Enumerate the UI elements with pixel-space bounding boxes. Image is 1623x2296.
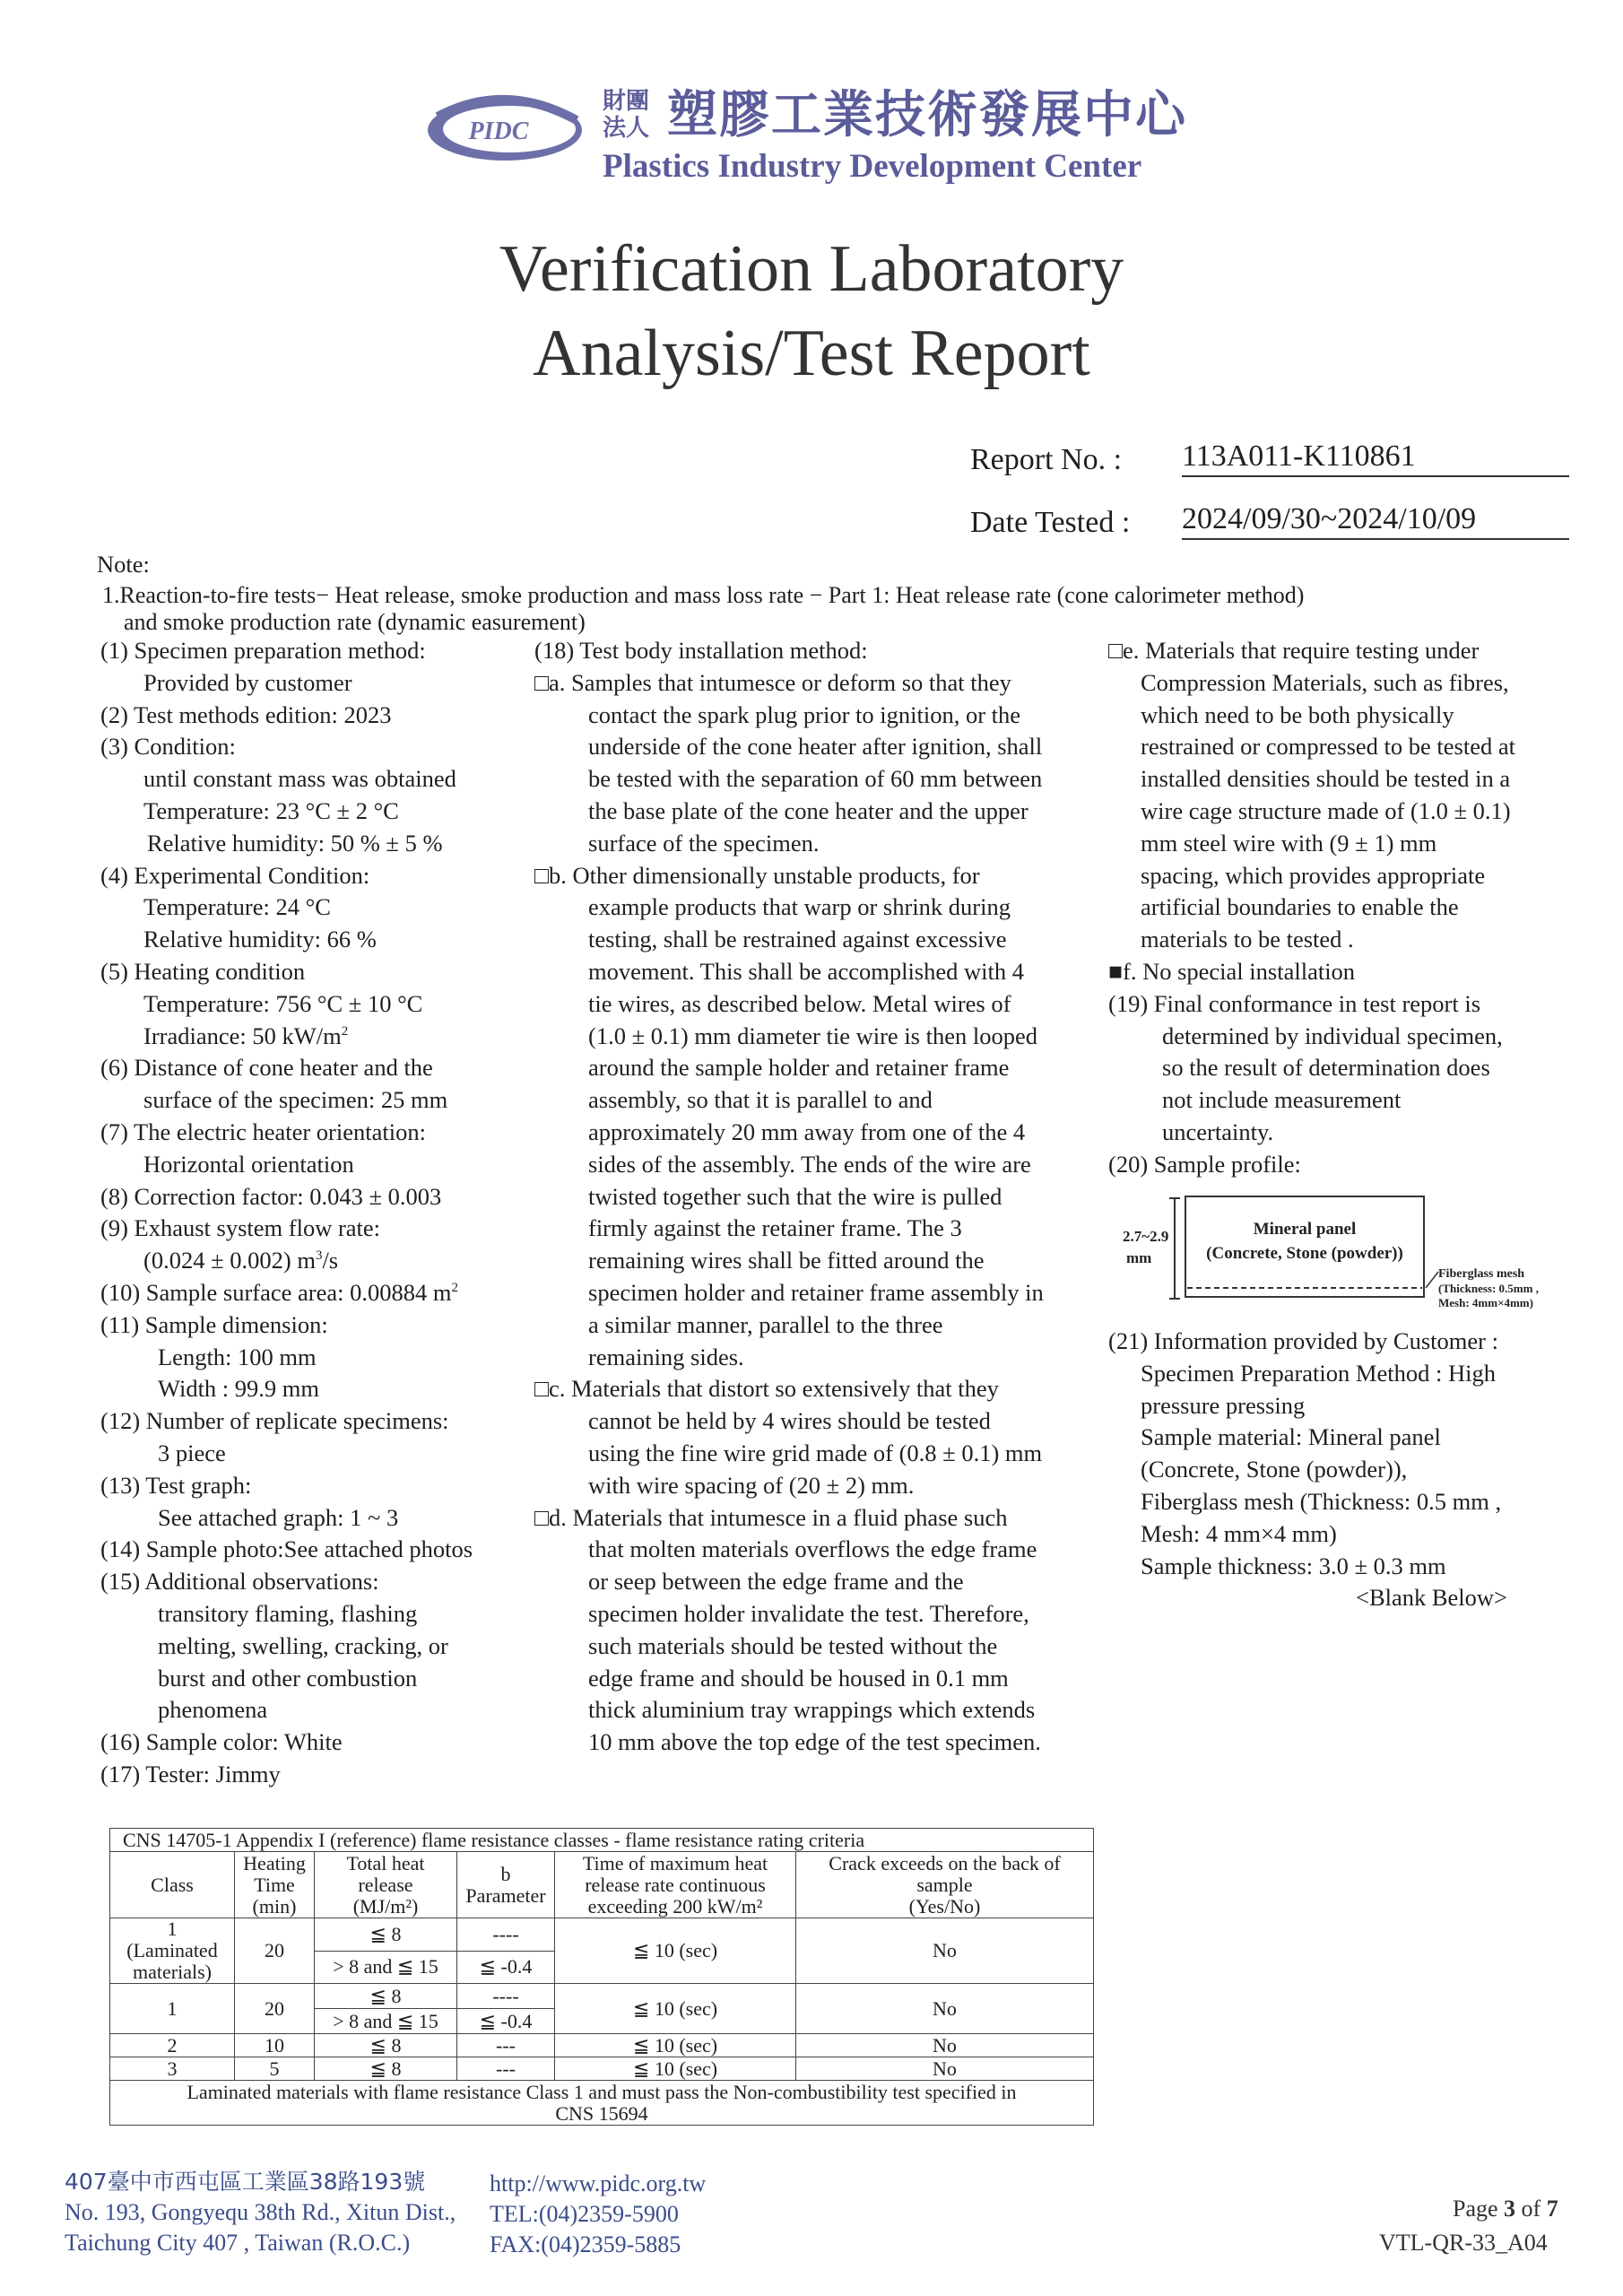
left-line: until constant mass was obtained — [143, 765, 456, 793]
cell-class: 3 — [110, 2057, 235, 2081]
info-line: (Concrete, Stone (powder)), — [1141, 1456, 1408, 1483]
right-line: installed densities should be tested in a — [1141, 765, 1511, 793]
left-line: (16) Sample color: White — [100, 1728, 343, 1756]
cell-b: --- — [457, 2034, 555, 2057]
col-b-parameter: b Parameter — [457, 1852, 555, 1918]
mid-line: assembly, so that it is parallel to and — [588, 1086, 933, 1114]
right-line: materials to be tested . — [1141, 926, 1354, 953]
cell-b: ---- — [457, 1918, 555, 1952]
left-line: See attached graph: 1 ~ 3 — [158, 1503, 399, 1531]
cell-class: 1 (Laminated materials) — [110, 1918, 235, 1984]
left-line: (3) Condition: — [100, 733, 236, 761]
table-header-row — [110, 1852, 1094, 1918]
note-line1: 1.Reaction-to-fire tests− Heat release, smoke production and mass loss rate − Part 1: Heat release rate (cone calorimeter method) — [102, 582, 1305, 608]
left-line: (8) Correction factor: 0.043 ± 0.003 — [100, 1182, 442, 1210]
left-line: (9) Exhaust system flow rate: — [100, 1214, 381, 1242]
table-row — [110, 1984, 1094, 2009]
right-line: Compression Materials, such as fibres, — [1141, 668, 1509, 696]
sample-profile-diagram — [1114, 1189, 1580, 1324]
mid-line: specimen holder and retainer frame assembly in — [588, 1278, 1044, 1306]
mid-line: using the fine wire grid made of (0.8 ± 0.1) mm — [588, 1439, 1043, 1466]
left-line: Irradiance: 50 $kW/m^2$ — [143, 1022, 349, 1049]
cell-b: --- — [457, 2057, 555, 2081]
info-line: Sample material: Mineral panel — [1141, 1423, 1441, 1451]
thickness-label: 2.7~2.9 — [1123, 1228, 1169, 1245]
right-line: not include measurement — [1162, 1086, 1402, 1114]
right-line: so the result of determination does — [1162, 1054, 1490, 1082]
option-b: □b. Other dimensionally unstable products, for — [534, 861, 980, 889]
org-name-english: Plastics Industry Development Center — [603, 148, 1142, 185]
mid-line: movement. This shall be accomplished with 4 — [588, 957, 1024, 985]
col-time-max-heat: Time of maximum heat release rate continuous exceeding 200 kW/m² — [555, 1852, 796, 1918]
blank-below-marker: <Blank Below> — [1356, 1584, 1508, 1612]
cell-time: 20 — [235, 1918, 315, 1984]
option-c: □c. Materials that distort so extensively that they — [534, 1375, 999, 1403]
cell-class: 2 — [110, 2034, 235, 2057]
left-line: Relative humidity: 50 % ± 5 % — [147, 829, 443, 857]
cell-b: ---- — [457, 1984, 555, 2009]
left-line: burst and other combustion — [158, 1664, 418, 1692]
mid-line: example products that warp or shrink during — [588, 893, 1011, 921]
org-name-chinese: 塑膠工業技術發展中心 — [667, 86, 1187, 144]
mid-line: 10 mm above the top edge of the test specimen. — [588, 1728, 1041, 1756]
table-row — [110, 2057, 1094, 2081]
info-line: Sample thickness: 3.0 ± 0.3 mm — [1141, 1552, 1446, 1579]
left-line: Horizontal orientation — [143, 1150, 354, 1178]
table-row — [110, 2034, 1094, 2057]
left-line: phenomena — [158, 1696, 268, 1724]
mid-line: be tested with the separation of 60 mm between — [588, 765, 1043, 793]
cell-crack: No — [796, 2057, 1094, 2081]
mid-line: specimen holder invalidate the test. Therefore, — [588, 1599, 1029, 1627]
left-line: (4) Experimental Condition: — [100, 861, 370, 889]
cell-tmax: ≦ 10 (sec) — [555, 1984, 796, 2034]
mid-line: remaining sides. — [588, 1343, 744, 1370]
report-title-line2: Analysis/Test Report — [533, 317, 1090, 390]
mid-line: cannot be held by 4 wires should be tested — [588, 1407, 991, 1435]
cell-time: 20 — [235, 1984, 315, 2034]
left-line: transitory flaming, flashing — [158, 1599, 418, 1627]
mid-line: underside of the cone heater after ignition, shall — [588, 733, 1043, 761]
left-line: Temperature: 24 °C — [143, 893, 331, 921]
cell-heat: ≦ 8 — [315, 1918, 457, 1952]
cell-heat: ≦ 8 — [315, 2057, 457, 2081]
logo-text: PIDC — [468, 117, 529, 145]
pidc-logo — [420, 90, 590, 167]
mid-line: that molten materials overflows the edge frame — [588, 1535, 1037, 1563]
option-d: □d. Materials that intumesce in a fluid phase such — [534, 1503, 1008, 1531]
right-line: mm steel wire with (9 ± 1) mm — [1141, 829, 1437, 857]
mid-line: with wire spacing of (20 ± 2) mm. — [588, 1471, 915, 1499]
right-line: uncertainty. — [1162, 1118, 1274, 1145]
flame-resistance-table — [109, 1828, 1094, 2126]
cell-heat: > 8 and ≦ 15 — [315, 1951, 457, 1984]
left-line: (5) Heating condition — [100, 957, 306, 985]
right-line: restrained or compressed to be tested at — [1141, 733, 1515, 761]
left-line: Length: 100 mm — [158, 1343, 317, 1370]
mid-line: a similar manner, parallel to the three — [588, 1310, 943, 1338]
mid-line: thick aluminium tray wrappings which extends — [588, 1696, 1036, 1724]
right-line: determined by individual specimen, — [1162, 1022, 1503, 1049]
left-line: (1) Specimen preparation method: — [100, 637, 426, 664]
right-line: artificial boundaries to enable the — [1141, 893, 1459, 921]
col-class: Class — [110, 1852, 235, 1918]
mid-line: tie wires, as described below. Metal wires of — [588, 989, 1011, 1017]
left-line: (10) Sample surface area: 0.00884 $m^2$ — [100, 1278, 458, 1306]
panel-label-1: Mineral panel — [1253, 1220, 1357, 1239]
left-line: (12) Number of replicate specimens: — [100, 1407, 449, 1435]
report-no-label: Report No. : — [970, 443, 1123, 476]
form-code: VTL-QR-33_A04 — [1379, 2230, 1548, 2256]
customer-info — [1108, 1326, 1507, 1614]
info-line: Fiberglass mesh (Thickness: 0.5 mm , — [1141, 1487, 1502, 1515]
middle-column — [534, 635, 1044, 1759]
left-line: (11) Sample dimension: — [100, 1310, 328, 1338]
left-line: Provided by customer — [143, 668, 352, 696]
mid-line: approximately 20 mm away from one of the 4 — [588, 1118, 1026, 1145]
right-line: which need to be both physically — [1141, 700, 1454, 728]
cell-tmax: ≦ 10 (sec) — [555, 2034, 796, 2057]
fax: FAX:(04)2359-5885 — [490, 2231, 681, 2257]
cell-b: ≦ -0.4 — [457, 2009, 555, 2034]
left-line: (14) Sample photo:See attached photos — [100, 1535, 473, 1563]
cell-crack: No — [796, 2034, 1094, 2057]
address-english-2: Taichung City 407 , Taiwan (R.O.C.) — [65, 2230, 411, 2256]
note-line2: and smoke production rate (dynamic easurement) — [124, 609, 586, 635]
mesh-label-1: Fiberglass mesh — [1438, 1267, 1525, 1281]
mid-line: surface of the specimen. — [588, 829, 820, 857]
left-line: surface of the specimen: 25 mm — [143, 1086, 448, 1114]
right-line: wire cage structure made of (1.0 ± 0.1) — [1141, 796, 1511, 824]
cell-crack: No — [796, 1984, 1094, 2034]
org-type-label: 財團法人 — [603, 88, 650, 141]
cell-class: 1 — [110, 1984, 235, 2034]
mid-line: the base plate of the cone heater and the upper — [588, 796, 1028, 824]
table-footnote: Laminated materials with flame resistance Class 1 and must pass the Non-combustibility test specified in CNS 15694 — [110, 2081, 1094, 2126]
cell-heat: ≦ 8 — [315, 1984, 457, 2009]
info-line: pressure pressing — [1141, 1391, 1306, 1419]
cell-b: ≦ -0.4 — [457, 1951, 555, 1984]
option-e: □e. Materials that require testing under — [1108, 637, 1480, 664]
mid-line: (1.0 ± 0.1) mm diameter tie wire is then looped — [588, 1022, 1037, 1049]
right-column — [1108, 635, 1515, 1181]
date-tested-label: Date Tested : — [970, 506, 1131, 539]
cell-tmax: ≦ 10 (sec) — [555, 2057, 796, 2081]
left-line: (7) The electric heater orientation: — [100, 1118, 426, 1145]
col-heating-time: Heating Time (min) — [235, 1852, 315, 1918]
cell-heat: > 8 and ≦ 15 — [315, 2009, 457, 2034]
col-total-heat: Total heat release (MJ/m²) — [315, 1852, 457, 1918]
report-no-value: 113A011-K110861 — [1182, 439, 1569, 477]
address-english-1: No. 193, Gongyequ 38th Rd., Xitun Dist., — [65, 2199, 456, 2225]
mid-line: edge frame and should be housed in 0.1 mm — [588, 1664, 1009, 1692]
mid-line: around the sample holder and retainer frame — [588, 1054, 1010, 1082]
table-row — [110, 1918, 1094, 1952]
left-line: Temperature: 23 °C ± 2 °C — [143, 796, 399, 824]
mid-line: such materials should be tested without the — [588, 1631, 998, 1659]
table-footnote-row — [110, 2081, 1094, 2126]
telephone: TEL:(04)2359-5900 — [490, 2201, 679, 2227]
mid-line: sides of the assembly. The ends of the wire are — [588, 1150, 1031, 1178]
left-line: melting, swelling, cracking, or — [158, 1631, 448, 1659]
mid-line: remaining wires shall be fitted around the — [588, 1247, 985, 1274]
mid-line: twisted together such that the wire is pulled — [588, 1182, 1002, 1210]
left-line: (13) Test graph: — [100, 1471, 252, 1499]
left-line: (6) Distance of cone heater and the — [100, 1054, 433, 1082]
info-line: Specimen Preparation Method : High — [1141, 1359, 1496, 1387]
info-line: (21) Information provided by Customer : — [1108, 1327, 1498, 1354]
date-tested-value: 2024/09/30~2024/10/09 — [1182, 502, 1569, 540]
panel-label-2: (Concrete, Stone (powder)) — [1206, 1244, 1403, 1263]
cell-time: 10 — [235, 2034, 315, 2057]
report-title-line1: Verification Laboratory — [499, 232, 1124, 306]
right-line: (19) Final conformance in test report is — [1108, 989, 1481, 1017]
left-line: Relative humidity: 66 % — [143, 926, 377, 953]
mid-line: contact the spark plug prior to ignition, or the — [588, 700, 1021, 728]
mesh-label-3: Mesh: 4mm×4mm) — [1438, 1296, 1533, 1309]
right-line: (20) Sample profile: — [1108, 1150, 1301, 1178]
footer-address — [65, 2167, 456, 2258]
cell-heat: ≦ 8 — [315, 2034, 457, 2057]
left-line: (15) Additional observations: — [100, 1568, 379, 1596]
mid-line: testing, shall be restrained against excessive — [588, 926, 1007, 953]
left-line: Temperature: 756 °C ± 10 °C — [143, 989, 423, 1017]
mid-line: firmly against the retainer frame. The 3 — [588, 1214, 962, 1242]
left-line: Width : 99.9 mm — [158, 1375, 320, 1403]
cell-time: 5 — [235, 2057, 315, 2081]
address-chinese: 407臺中市西屯區工業區38路193號 — [65, 2169, 426, 2195]
website-link[interactable]: http://www.pidc.org.tw — [490, 2170, 707, 2196]
mid-line: (18) Test body installation method: — [534, 637, 868, 664]
left-column — [100, 635, 473, 1791]
option-a: □a. Samples that intumesce or deform so that they — [534, 668, 1011, 696]
table-caption: CNS 14705-1 Appendix I (reference) flame resistance classes - flame resistance rating criteria — [110, 1829, 1094, 1852]
note-label: Note: — [97, 551, 150, 578]
left-line: (2) Test methods edition: 2023 — [100, 700, 392, 728]
mid-line: or seep between the edge frame and the — [588, 1568, 964, 1596]
thickness-unit: mm — [1126, 1249, 1152, 1266]
right-line: spacing, which provides appropriate — [1141, 861, 1486, 889]
left-line: 3 piece — [158, 1439, 226, 1466]
left-line: (0.024 ± 0.002) $m^3/s$ — [143, 1247, 339, 1274]
footer-contact — [490, 2169, 706, 2260]
cell-tmax: ≦ 10 (sec) — [555, 1918, 796, 1984]
info-line: Mesh: 4 mm×4 mm) — [1141, 1519, 1337, 1547]
option-f-selected: ■f. No special installation — [1108, 957, 1356, 985]
mesh-label-2: (Thickness: 0.5mm , — [1438, 1282, 1539, 1295]
left-line: (17) Tester: Jimmy — [100, 1760, 281, 1787]
page-number: Page 3 of 7 — [1453, 2196, 1558, 2222]
cell-crack: No — [796, 1918, 1094, 1984]
col-crack: Crack exceeds on the back of sample (Yes/No) — [796, 1852, 1094, 1918]
